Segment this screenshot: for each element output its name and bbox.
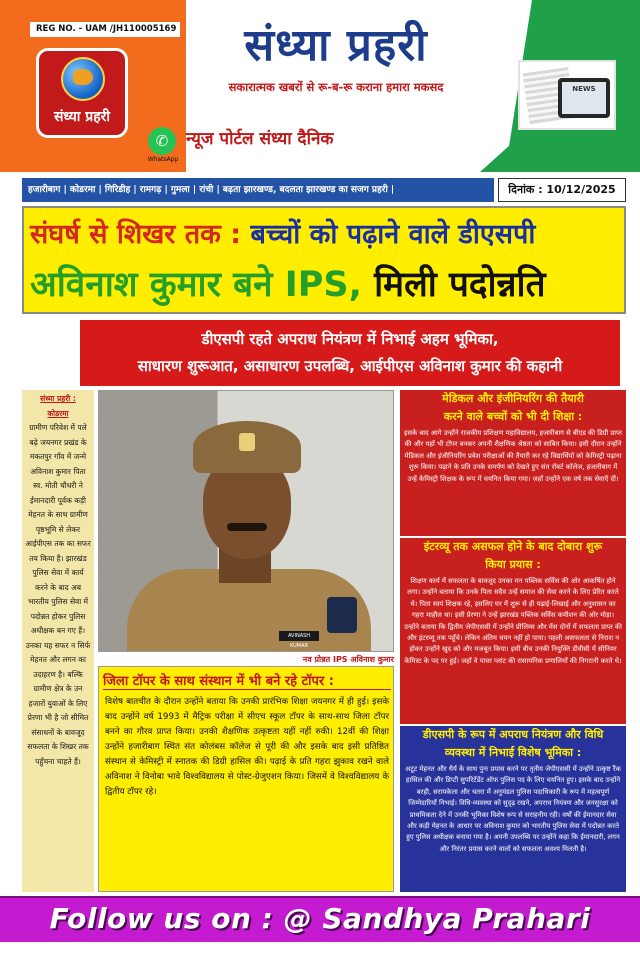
newspaper-tagline: सकारात्मक खबरों से रू-ब-रू कराना हमारा मकसद xyxy=(228,80,444,94)
topper-heading: जिला टॉपर के साथ संस्थान में भी बने रहे टॉपर : xyxy=(103,671,391,690)
newspaper-title: संध्या प्रहरी xyxy=(244,20,428,71)
story-dsp-body: अटूट मेहनत और धैर्य के साथ पुनः प्रयास करने पर तृतीय जेपीएससी में उन्होंने उत्कृष्ट रैंक हासिल की और डिप्टी सुपरिटेंडेंट ऑफ पुलिस पद के लिए चयनित हुए। इसके बाद उन्होंने बरही, सरायकेला और चतरा में अनुमंडल पुलिस पदाधिकारी के रूप में महत्वपूर्ण जिम्मेदारियाँ निभाई। विधि-व्यवस्था को सुदृढ़ रखने, अपराध नियंत्रण और जनसुरक्षा को प्राथमिकता देने में उनकी भूमिका विशेष रूप से सराहनीय रही। वर्षों की ईमानदार सेवा और कड़ी मेहनत के आधार पर अविनाश कुमार को भारतीय पुलिस सेवा में पदोन्नत करते हुए पुलिस अधीक्षक बनाया गया है। अपनी उपलब्धि पर उन्होंने कहा कि ईमानदारी, लगन और निरंतर प्रयास करने वालों को सफलता अवश्य मिलती है। xyxy=(405,765,621,853)
globe-land-shape xyxy=(73,69,93,85)
shoulder-patch xyxy=(327,597,357,633)
registration-number: REG NO. - UAM /JH110005169 xyxy=(30,22,180,37)
story-teaching-heading-line-1: मेडिकल और इंजीनियरिंग की तैयारी xyxy=(442,392,584,405)
issue-date: दिनांक : 10/12/2025 xyxy=(498,178,626,202)
photo-moustache xyxy=(227,523,267,531)
subhead-line-2: साधारण शुरूआत, असाधारण उपलब्धि, आईपीएस अविनाश कुमार की कहानी xyxy=(137,357,563,375)
globe-icon xyxy=(61,57,105,101)
story-interview-heading xyxy=(400,538,626,574)
headline-line-1 xyxy=(30,214,620,251)
story-dsp-role xyxy=(400,726,626,892)
cap-badge-icon xyxy=(239,433,255,451)
news-tablet-image xyxy=(518,60,616,130)
whatsapp-icon[interactable]: ✆ xyxy=(148,127,176,155)
logo-text: संध्या प्रहरी xyxy=(53,109,111,125)
topper-body: विशेष बातचीत के दौरान उन्होंने बताया कि उनकी प्रारंभिक शिक्षा जयनगर में ही हुई। इसके बाद उन्होंने वर्ष 1993 में मैट्रिक परीक्षा में सीएच स्कूल टॉपर के साथ-साथ जिला टॉपर बनने का गौरव प्राप्त किया। उनकी शैक्षणिक उत्कृष्टता यहीं नहीं रुकी। 12वीं की शिक्षा उन्होंने हजारीबाग स्थित संत कोलंबस कॉलेज से पूरी की और इसके बाद इसी प्रतिष्ठित संस्थान से केमिस्ट्री में स्नातक की डिग्री हासिल की। पढ़ाई के प्रति गहरा झुकाव रखने वाले अविनाश ने विनोबा भावे विश्वविद्यालय से पोस्ट-ग्रेजुएशन किया। जिसमें वे विश्वविद्यालय के द्वितीय टॉपर रहे। xyxy=(105,697,389,797)
story-interview-body: शिक्षण कार्य में सफलता के बावजूद उनका मन पब्लिक सर्विस की ओर आकर्षित होने लगा। उन्होंने बताया कि उनके पिता सदैव उन्हें समाज की सेवा करने के लिए प्रेरित करते थे। पिता स्वयं शिक्षक रहे, इसलिए घर में शुरू से ही पढ़ाई-लिखाई और अनुशासन का गहरा माहौल था। इसी प्रेरणा ने उन्हें झारखंड पब्लिक सर्विस कमीशन की ओर मोड़ा। उन्होंने बताया कि द्वितीय जेपीएससी में उन्होंने प्रीलिम्स और मेंस दोनों में सफलता प्राप्त की और इंटरव्यू तक पहुँचे। लेकिन अंतिम चयन नहीं हो पाया। पहली असफलता से निराश न होकर उन्होंने खुद को और मजबूत किया। इसी बीच उनकी नियुक्ति डीवीसी में सीनियर केमिस्ट के पद पर हुई। जहाँ वे पावर प्लांट की रासायनिक प्रणालियों की निगरानी करते थे। xyxy=(404,577,622,665)
whatsapp-label: WhatsApp xyxy=(147,156,179,163)
masthead xyxy=(0,0,640,172)
intro-body: ग्रामीण परिवेश में पले बढ़े जयनगर प्रखंड के मकतपुर गाँव में जन्मे अविनाश कुमार पिता स्व. मोती चौधरी ने ईमानदारी पूर्वक कड़ी मेहनत के साथ ग्रामीण पृष्ठभूमि से लेकर आईपीएस तक का सफर तय किया है। झारखंड पुलिस सेवा में कार्य करने के बाद अब भारतीय पुलिस सेवा में पदोन्नत होकर पुलिस अधीक्षक बन गए हैं। उनका यह सफर न सिर्फ मेहनत और लगन का उदाहरण है। बल्कि ग्रामीण क्षेत्र के उन हजारों युवाओं के लिए प्रेरणा भी है जो सीमित संसाधनों के बावजूद सफलता के शिखर तक पहुँचना चाहते हैं। xyxy=(25,423,91,766)
headline-red-part: संघर्ष से शिखर तक : xyxy=(30,219,251,250)
byline-location: कोडरमा xyxy=(47,408,69,418)
news-portal-line: न्यूज पोर्टल संध्या दैनिक xyxy=(186,129,334,149)
story-teaching-heading xyxy=(400,390,626,426)
main-headline xyxy=(22,206,626,314)
story-dsp-heading-line-2: व्यवस्था में निभाई विशेष भूमिका : xyxy=(444,746,582,759)
story-teaching-body: इसके बाद आगे उन्होंने राजकीय प्रशिक्षण महाविद्यालय, हजारीबाग से बीएड की डिग्री प्राप्त की और यहाँ भी टॉपर बनकर अपनी शैक्षणिक श्रेष्ठता को साबित किया। इसी दौरान उन्होंने मेडिकल और इंजीनियरिंग प्रवेश परीक्षाओं की तैयारी कर रहे विद्यार्थियों को केमिस्ट्री पढ़ाना शुरू किया। पढ़ाने के प्रति उनके समर्पण को देखते हुए संत रॉबर्ट कॉलेज, हजारीबाग में उन्हें केमिस्ट्री शिक्षक के रूप में चयनित किया गया। जहाँ उन्होंने एक वर्ष तक सेवाएँ दीं। xyxy=(404,429,622,483)
follow-us-link[interactable]: Follow us on : @ Sandhya Prahari xyxy=(49,902,591,935)
story-dsp-heading-line-1: डीएसपी के रूप में अपराध नियंत्रण और विधि xyxy=(422,728,604,741)
photo-caption: नव प्रोन्नत IPS अविनाश कुमार xyxy=(302,655,394,664)
headline-green-part: अविनाश कुमार बने IPS, xyxy=(30,265,375,305)
story-interview xyxy=(400,538,626,724)
topper-story xyxy=(98,666,394,892)
uniform-name-tag: AVINASH KUMAR xyxy=(279,631,319,641)
tablet-graphic xyxy=(558,78,610,118)
city-strip: हजारीबाग | कोडरमा | गिरिडीह | रामगढ़ | गुमला | रांची | बढ़ता झारखण्ड, बदलता झारखण्ड का सजग प्रहरी | xyxy=(22,178,494,202)
story-teaching xyxy=(400,390,626,536)
intro-column xyxy=(22,390,94,892)
sub-headline xyxy=(80,320,620,386)
brand-logo xyxy=(36,48,128,138)
officer-photo xyxy=(98,390,394,652)
headline-dark-part: मिली पदोन्नति xyxy=(374,265,546,305)
subhead-line-1: डीएसपी रहते अपराध नियंत्रण में निभाई अहम भूमिका, xyxy=(201,330,499,348)
story-interview-heading-line-2: किया प्रयास : xyxy=(485,558,541,571)
story-interview-heading-line-1: इंटरव्यू तक असफल होने के बाद दोबारा शुरू xyxy=(423,540,603,553)
tablet-screen-label: NEWS xyxy=(562,82,606,114)
headline-line-2 xyxy=(30,260,620,307)
follow-footer xyxy=(0,896,640,942)
story-teaching-heading-line-2: करने वाले बच्चों को भी दी शिक्षा : xyxy=(443,410,583,423)
story-dsp-heading xyxy=(400,726,626,762)
headline-blue-part: बच्चों को पढ़ाने वाले डीएसपी xyxy=(250,219,536,250)
byline-source: संध्या प्रहरी : xyxy=(40,394,76,403)
